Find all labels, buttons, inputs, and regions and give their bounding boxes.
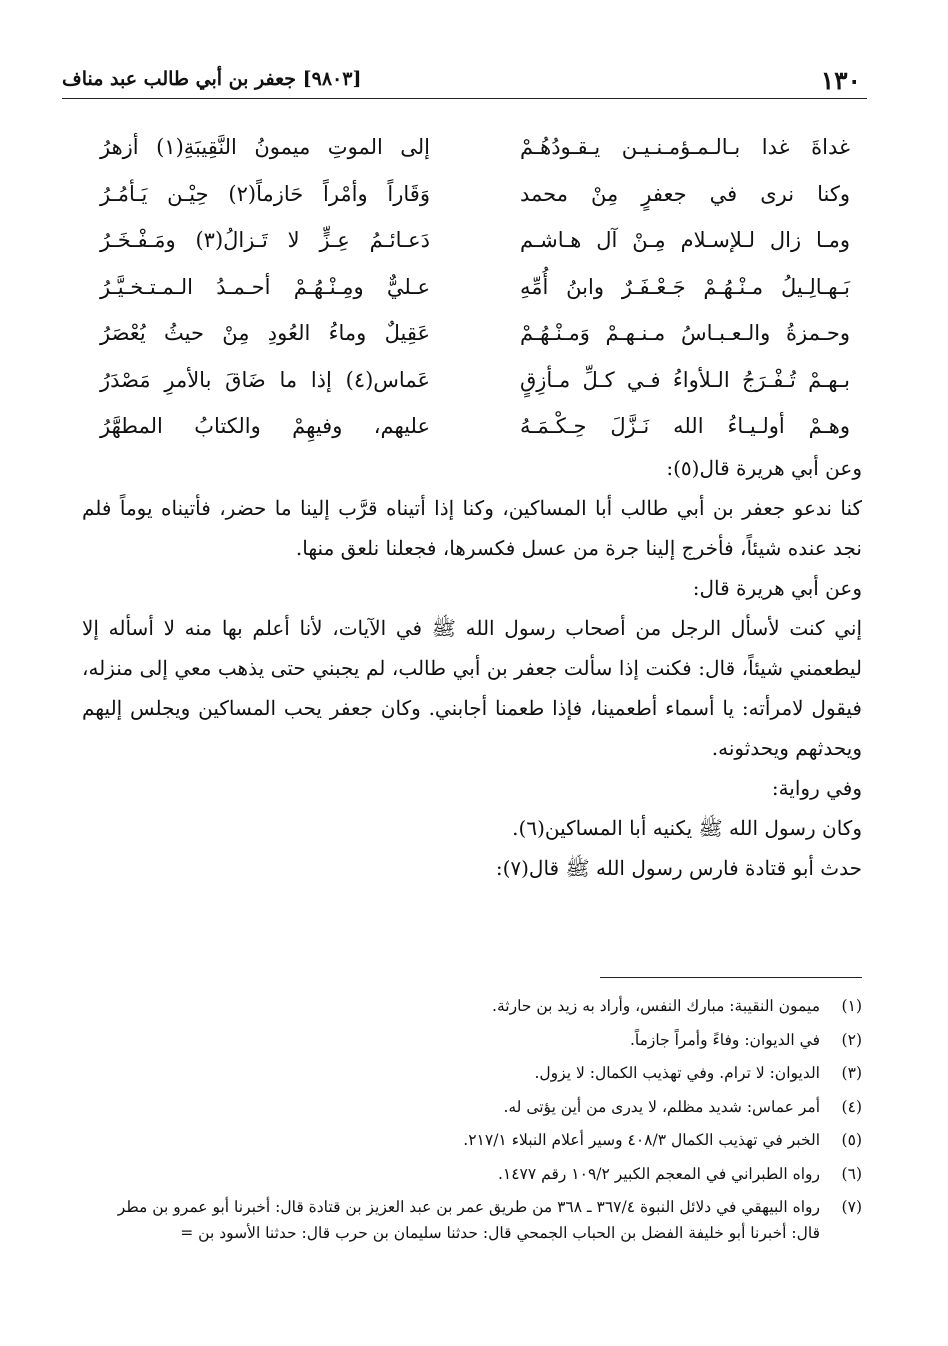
verse-second-hemistich: عَقِيلٌ وماءُ العُودِ مِنْ حيثُ يُعْصَرُ xyxy=(100,321,430,345)
page-number: ١٣٠ xyxy=(820,66,861,95)
footnote-continuation: قال: أخبرنا أبو خليفة الفضل بن الحباب الجمحي قال: حدثنا سليمان بن حرب قال: حدثنا الأسود بن = xyxy=(180,1223,820,1242)
verse-first-hemistich: وهـمْ أولـيـاءُ الله نَـزَّلَ حِـكْـمَـهُ xyxy=(520,414,850,438)
footnote-number: (٢) xyxy=(841,1030,862,1049)
verse-first-hemistich: بـهـمْ تُـفْـرَجُ الـلأواءُ فـي كـلِّ مـأزِقٍ xyxy=(520,367,850,392)
verse-line xyxy=(90,272,850,319)
footnote xyxy=(72,1158,862,1192)
footnote xyxy=(72,990,862,1024)
paragraph: وفي رواية: xyxy=(771,776,862,800)
paragraph: وكان رسول الله ﷺ يكنيه أبا المساكين(٦). xyxy=(512,816,862,840)
verse-line xyxy=(90,318,850,365)
verse-first-hemistich: بَـهـالِـيلُ مـنْـهُـمْ جَـعْـفَـرٌ وابنُ أُمِّهِ xyxy=(520,274,850,299)
footnote-text: الديوان: لا ترام. وفي تهذيب الكمال: لا يزول. xyxy=(534,1064,820,1082)
paragraph: حدث أبو قتادة فارس رسول الله ﷺ قال(٧): xyxy=(495,856,862,880)
verse-line xyxy=(90,225,850,272)
footnote-number: (٦) xyxy=(841,1164,862,1183)
paragraph: كنا ندعو جعفر بن أبي طالب أبا المساكين، وكنا إذا أتيناه قرَّب إلينا ما حضر، فأتيناه يوماً فلم نجد عنده شيئاً، فأخرج إلينا جرة من عسل فكسرها، فجعلنا نلعق منها. xyxy=(82,496,862,560)
paragraph: وعن أبي هريرة قال: xyxy=(692,576,862,600)
main-text xyxy=(82,448,862,888)
verse-first-hemistich: غداةَ غدا بـالـمـؤمـنـيـن يـقـودُهُـمْ xyxy=(520,135,850,159)
verse-first-hemistich: وكنا نرى في جعفرٍ مِنْ محمد xyxy=(520,181,850,206)
verse-second-hemistich: دَعـائـمُ عِـزٍّ لا تَـزالُ(٣) ومَـفْـخَـرُ xyxy=(100,228,430,252)
footnote xyxy=(72,1024,862,1058)
footnote xyxy=(72,1124,862,1158)
footnote-divider xyxy=(600,977,862,978)
footnote-text: الخبر في تهذيب الكمال ٤٠٨/٣ وسير أعلام النبلاء ٢١٧/١. xyxy=(463,1131,820,1149)
footnote xyxy=(72,1091,862,1125)
verse-second-hemistich: عَماس(٤) إذا ما ضَاقَ بالأمرِ مَصْدَرُ xyxy=(100,367,430,392)
verse-second-hemistich: وَقَاراً وأمْراً حَازماً(٢) حِيْـن يَـأمُـرُ xyxy=(100,181,430,206)
verse-line xyxy=(90,132,850,179)
verse-line xyxy=(90,365,850,412)
footnote-text: ميمون النقيبة: مبارك النفس، وأراد به زيد بن حارثة. xyxy=(492,997,820,1015)
paragraph: إني كنت لأسأل الرجل من أصحاب رسول الله ﷺ في الآيات، لأنا أعلم بها منه لا أسأله إلا ليطعمني شيئاً، قال: فكنت إذا سألت جعفر بن أبي طالب، لم يجبني حتى يذهب معي إلى منزله، فيقول لامرأته: يا أسماء أطعمينا، فإذا طعمنا أجابني. وكان جعفر يحب المساكين ويجلس إليهم ويحدثهم ويحدثونه. xyxy=(82,616,862,760)
footnote-text: رواه الطبراني في المعجم الكبير ١٠٩/٢ رقم ١٤٧٧. xyxy=(497,1164,820,1183)
footnote-number: (٤) xyxy=(841,1097,862,1116)
footnote-number: (٥) xyxy=(841,1131,862,1149)
verse-second-hemistich: عـليٌّ ومِـنْـهُـمْ أحـمـدُ الـمـتـخـيَّـرُ xyxy=(100,274,430,299)
footnote-number: (٣) xyxy=(841,1064,862,1082)
running-head xyxy=(62,62,867,99)
verse-first-hemistich: ومـا زال لـلإسـلام مِـنْ آل هـاشـم xyxy=(520,228,850,252)
footnote-text: أمر عماس: شديد مظلم، لا يدرى من أين يؤتى له. xyxy=(503,1097,820,1116)
footnote-text: رواه البيهقي في دلائل النبوة ٣٦٧/٤ ـ ٣٦٨ من طريق عمر بن عبد العزيز بن قتادة قال: أخبرنا أبو عمرو بن مطر xyxy=(117,1198,820,1216)
verse-second-hemistich: عليهم، وفيهِمْ والكتابُ المطهَّرُ xyxy=(100,414,430,438)
verse-second-hemistich: إلى الموتِ ميمونُ النَّقِيبَةِ(١) أزهرُ xyxy=(100,135,430,159)
footnote xyxy=(72,1191,862,1225)
footnote-number: (٧) xyxy=(841,1198,862,1216)
footnotes xyxy=(72,990,862,1247)
paragraph: وعن أبي هريرة قال(٥): xyxy=(666,456,862,480)
footnote xyxy=(72,1057,862,1091)
verse-line xyxy=(90,179,850,226)
footnote-text: في الديوان: وفاءً وأمراً جازماً. xyxy=(629,1030,820,1049)
poem-verses xyxy=(90,132,850,458)
verse-first-hemistich: وحـمزةُ والـعـبـاسُ مـنـهـمْ وَمـنْـهُـمْ xyxy=(520,321,850,345)
chapter-title: [٩٨٠٣] جعفر بن أبي طالب عبد مناف xyxy=(62,68,362,90)
footnote-number: (١) xyxy=(841,997,862,1015)
